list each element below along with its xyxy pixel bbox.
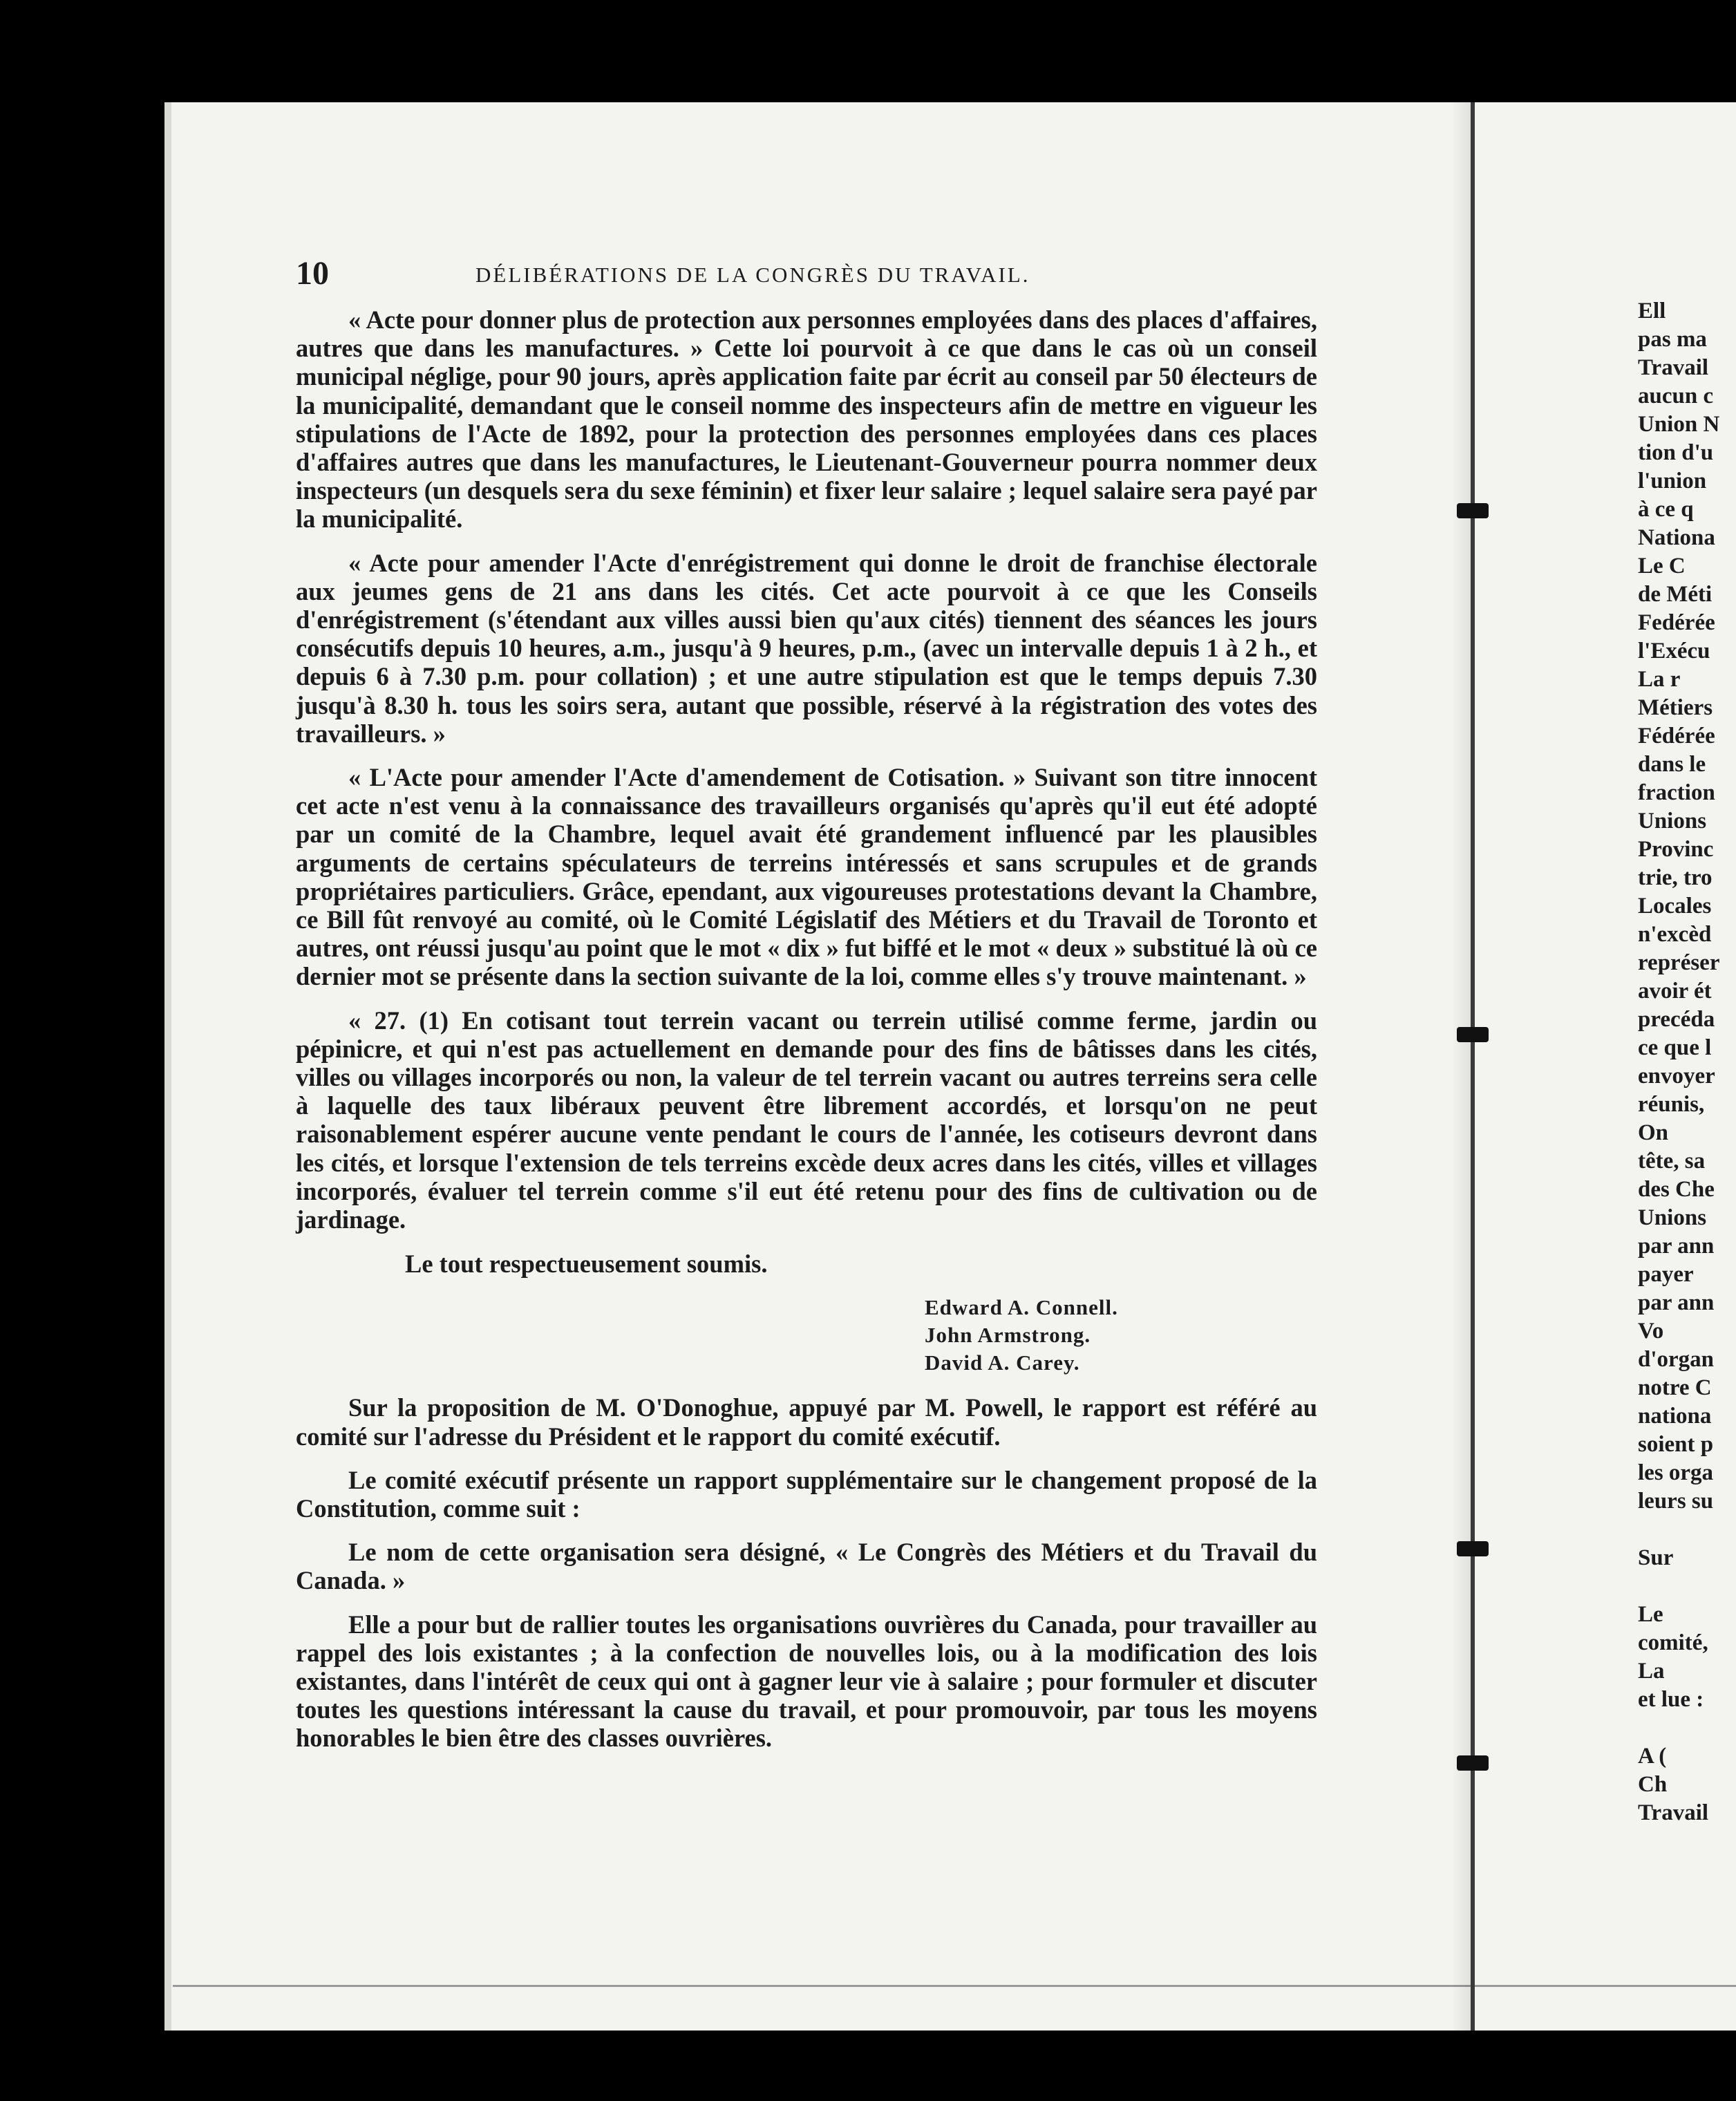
book-gutter [1471, 102, 1475, 2031]
right-page-line: Ell [1638, 299, 1666, 323]
right-page-line: de Méti [1638, 582, 1713, 607]
right-page-line: Fedérée [1638, 610, 1715, 635]
right-page-line: pas ma [1638, 327, 1707, 352]
left-page [296, 242, 1317, 1768]
paragraph: Le comité exécutif présente un rapport supplémentaire sur le changement proposé de la Constitution, comme suit : [296, 1465, 1317, 1523]
right-page-line: notre C [1638, 1375, 1712, 1400]
right-page-line [1638, 1714, 1736, 1742]
right-page-line: Vo [1638, 1319, 1664, 1344]
running-title: DÉLIBÉRATIONS DE LA CONGRÈS DU TRAVAIL. [475, 263, 1030, 287]
right-page-line: Sur [1638, 1545, 1674, 1570]
right-page-line: envoyer [1638, 1064, 1715, 1089]
right-page-line: des Che [1638, 1177, 1715, 1202]
right-page-line: par ann [1638, 1234, 1715, 1259]
right-page-line: tion d'u [1638, 440, 1714, 465]
right-page-line: réunis, [1638, 1092, 1705, 1117]
signature: John Armstrong. [925, 1323, 1091, 1348]
right-page-line: Ch [1638, 1772, 1668, 1797]
right-page-line: Locales [1638, 894, 1712, 918]
paragraph: Elle a pour but de rallier toutes les organisations ouvrières du Canada, pour travailler au rappel des lois existantes ; à la confection de nouvelles lois, ou à la modification des lois existantes, dans l'intérêt de ceux qui ont à gagner leur vie à salaire ; pour formuler et discuter toutes les questions intéressant la cause du travail, et pour promouvoir, par tous les moyens honorables le bien être des classes ouvrières. [296, 1610, 1317, 1753]
sheet-edge [164, 102, 171, 2031]
right-page-line: Métiers [1638, 695, 1713, 720]
right-page-line: soient p [1638, 1432, 1714, 1457]
right-page-line: La r [1638, 667, 1681, 692]
signature: David A. Carey. [925, 1350, 1080, 1375]
signature-block [925, 1294, 1317, 1377]
paragraph: « Acte pour donner plus de protection aux personnes employées dans des places d'affaires, autres que dans les manufactures. » Cette loi pourvoit à ce que dans le cas où un conseil municipal néglige, pour 90 jours, après application faite par écrit au conseil par 50 électeurs de la municipalité, demandant que le conseil nomme des inspecteurs afin de mettre en vigueur les stipulations de l'Acte de 1892, pour la protection des personnes employées dans ces places d'affaires autres que dans les manufactures, le Lieutenant-Gouverneur pourra nommer deux inspecteurs (un desquels sera du sexe féminin) et fixer leur salaire ; lequel salaire sera payé par la municipalité. [296, 305, 1317, 534]
signature: Edward A. Connell. [925, 1295, 1118, 1320]
right-page-line: Le C [1638, 554, 1686, 578]
paragraph: Le nom de cette organisation sera désigné, « Le Congrès des Métiers et du Travail du Canada. » [296, 1538, 1317, 1595]
binding-thread-mark [1457, 1541, 1489, 1556]
right-page-line: n'excèd [1638, 922, 1712, 947]
right-page-line: fraction [1638, 780, 1715, 805]
right-page-line: On [1638, 1120, 1669, 1145]
paragraph: « Acte pour amender l'Acte d'enrégistrement qui donne le droit de franchise électorale aux jeumes gens de 21 ans dans les cités. Cet acte pourvoit à ce que les Conseils d'enrégistrement (s'étendant aux villes aussi bien qu'aux cités) tiennent des séances les jours consécutifs depuis 10 heures, a.m., jusqu'à 9 heures, p.m., (avec un intervalle depuis 1 à 2 h., et depuis 6 à 7.30 p.m. pour collation) ; et une autre stipulation est que le temps depuis 7.30 jusqu'à 8.30 h. tous les soirs sera, autant que possible, réservé à la régistration des votes des travailleurs. » [296, 548, 1317, 748]
paragraph: « L'Acte pour amender l'Acte d'amendement de Cotisation. » Suivant son titre innocent cet acte n'est venu à la connaissance des travailleurs organisés qu'après qu'il eut été adopté par un comité de la Chambre, lequel avait été grandement influencé par les plausibles arguments de certains spéculateurs de terreins intéressés et sans scrupules et de grands propriétaires particuliers. Grâce, ependant, aux vigoureuses protestations devant la Chambre, ce Bill fût renvoyé au comité, où le Comité Législatif des Métiers et du Travail de Toronto et autres, ont réussi jusqu'au point que le mot « dix » fut biffé et le mot « deux » substitué là où ce dernier mot se présente dans la section suivante de la loi, comme elles s'y trouve maintenant. » [296, 763, 1317, 991]
right-page-line: precéda [1638, 1007, 1715, 1032]
right-page-line: d'organ [1638, 1347, 1715, 1372]
right-page-line: trie, tro [1638, 865, 1713, 890]
binding-thread-mark [1457, 1027, 1489, 1042]
right-page-line: A ( [1638, 1744, 1667, 1769]
page-header [296, 242, 1317, 305]
right-page-line: Nationa [1638, 525, 1715, 550]
page-number: 10 [296, 255, 329, 292]
right-page-line: Provinc [1638, 837, 1714, 862]
sheet-bottom-edge [173, 1985, 1736, 1987]
right-page-line: l'Exécu [1638, 639, 1710, 663]
right-page-line: Unions [1638, 809, 1707, 833]
right-page-line: Le [1638, 1602, 1663, 1627]
right-page-line: représer [1638, 950, 1720, 975]
signoff: Le tout respectueusement soumis. [405, 1250, 768, 1279]
right-page-line: et lue : [1638, 1687, 1704, 1712]
right-page-line: comité, [1638, 1630, 1708, 1655]
binding-thread-mark [1457, 503, 1489, 518]
right-page-fragment [1638, 297, 1736, 1827]
right-page-line: La [1638, 1659, 1665, 1684]
right-page-line: aucun c [1638, 384, 1714, 408]
binding-thread-mark [1457, 1755, 1489, 1771]
right-page-line: tête, sa [1638, 1149, 1706, 1174]
right-page-line [1638, 1572, 1736, 1601]
gutter-shade [1451, 102, 1471, 2031]
right-page-line: Travail [1638, 1800, 1709, 1825]
right-page-line: leurs su [1638, 1489, 1714, 1514]
right-page-line: Travail [1638, 355, 1709, 380]
right-page-line: ce que l [1638, 1035, 1712, 1060]
right-page-line [1638, 1516, 1736, 1544]
right-page-line: avoir ét [1638, 979, 1712, 1004]
paragraph: « 27. (1) En cotisant tout terrein vacant ou terrein utilisé comme ferme, jardin ou pépinicre, et qui n'est pas actuellement en demande pour des fins de bâtisses dans les cités, villes ou villages incorporés ou non, la valeur de tel terrein vacant ou autres terreins sera celle à laquelle des taux libéraux peuvent être librement accordés, et lorsqu'on ne peut raisonablement espérer aucune vente pendant le cours de l'année, les cotiseurs devront dans les cités, et lorsque l'extension de tels terreins excède deux acres dans les cités, villes et villages incorporés, évaluer tel terrein comme s'il eut été retenu pour des fins de cultivation ou de jardinage. [296, 1006, 1317, 1234]
right-page-line: l'union [1638, 469, 1707, 493]
paragraph: Sur la proposition de M. O'Donoghue, appuyé par M. Powell, le rapport est référé au comité sur l'adresse du Président et le rapport du comité exécutif. [296, 1393, 1317, 1451]
right-page-line: à ce q [1638, 497, 1694, 522]
right-page-line: par ann [1638, 1290, 1715, 1315]
right-page-line: dans le [1638, 752, 1706, 777]
right-page-line: payer [1638, 1262, 1694, 1287]
right-page-line: Union N [1638, 412, 1720, 437]
right-page-line: Unions [1638, 1205, 1707, 1230]
right-page-line: Fédérée [1638, 724, 1715, 748]
right-page-line: les orga [1638, 1460, 1714, 1485]
right-page-line: nationa [1638, 1404, 1712, 1429]
